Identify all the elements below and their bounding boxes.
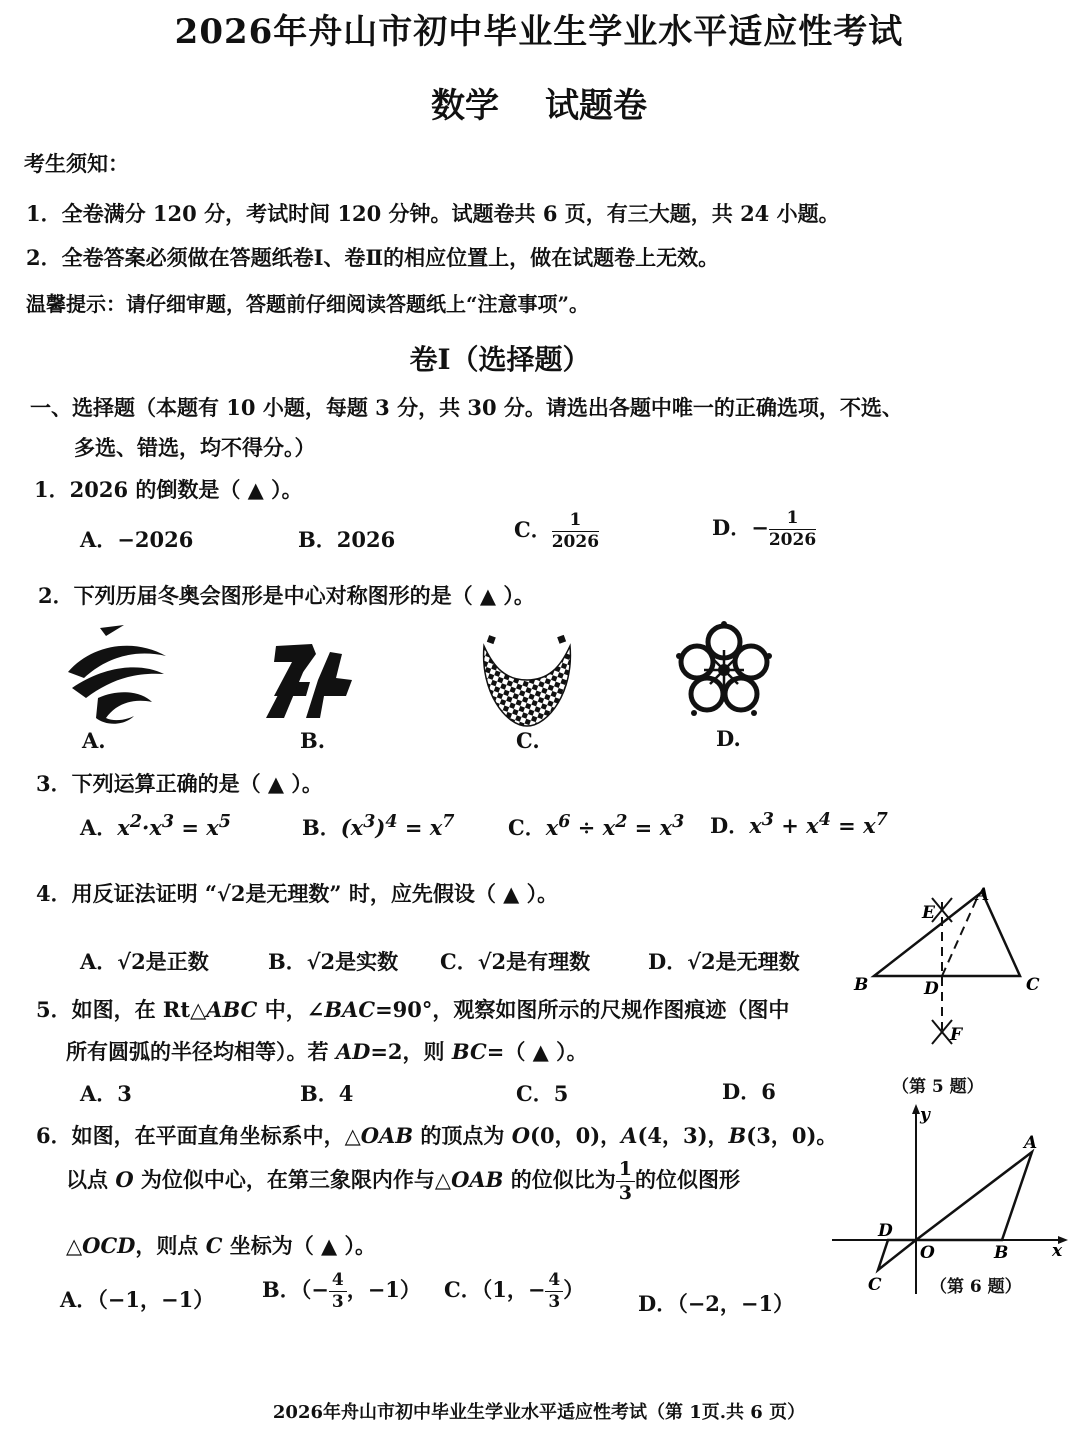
q4-option-a [80,946,209,976]
emblem-b-image [262,640,358,722]
q3-option-d [710,810,888,840]
q6-label-b: B [994,1243,1009,1263]
q6-label-o: O [920,1243,935,1263]
q6-b-label: B．（− [262,1277,329,1302]
q4-a-text: 是正数 [145,949,209,974]
q6-ratio-den: 3 [618,1182,632,1204]
q4-d-sqrt: √2 [687,949,716,974]
q5-stem-mid: 中，∠ [257,997,325,1022]
q6-b: B [728,1123,747,1148]
q1-c-label: C． [514,517,552,542]
q5-figure [846,878,1046,1058]
q6-c-num: 4 [545,1272,563,1292]
q4-b-sqrt: √2 [306,949,336,974]
q6-ratio [616,1160,635,1203]
q6-ocd: OCD [82,1233,136,1258]
q6-line1-mid: 的顶点为 [413,1123,512,1148]
q6-label-c: C [868,1275,882,1295]
q4-d-label: D． [648,949,688,974]
q4-b-label: B． [268,949,307,974]
q3-option-b [302,812,454,842]
q3-b-expr: $(x^3)^4 = x^7$ [340,812,455,840]
q6-line3-post: 坐标为（ ▲ ）。 [222,1233,376,1258]
notice-tip: 温馨提示：请仔细审题，答题前仔细阅读答题纸上“注意事项”。 [26,292,590,316]
q6-triangle-oab [916,1152,1032,1240]
q6-option-a: A．（−1，−1） [60,1287,215,1312]
q5-stem-line-1 [36,994,789,1024]
q6-line3-mid: ，则点 [135,1233,206,1258]
q1-d-den: 2026 [768,530,817,550]
q1-d-sign: − [751,515,769,540]
emblem-d-image [674,620,774,720]
q3-a-label: A． [80,815,118,840]
q6-oab-2: OAB [451,1167,504,1192]
notice-item-1: 1．全卷满分 120 分，考试时间 120 分钟。试题卷共 6 页，有三大题，共 24 小题。 [26,201,840,226]
q2-option-c: C. [516,728,540,753]
q5-bc: BC [451,1039,487,1064]
q4-a-label: A． [80,949,118,974]
q5-ad: AD [335,1039,371,1064]
q6-line1-pre: 6．如图，在平面直角坐标系中，△ [36,1123,361,1148]
subject: 数学 [431,86,499,126]
q6-caption: （第 6 题） [930,1277,1022,1297]
q4-stem-pre: 4．用反证法证明 “ [36,881,218,906]
q1-c-num: 1 [552,512,599,532]
q3-d-label: D． [710,813,750,838]
q6-line2-mid: 为位似中心，在第三象限内作与△ [133,1167,452,1192]
q5-option-a: A．3 [80,1081,132,1106]
q5-caption: （第 5 题） [892,1077,984,1097]
q5-label-d: D [924,979,939,999]
q1-option-d [712,510,816,549]
q3-stem: 3．下列运算正确的是（ ▲ ）。 [36,771,323,796]
q3-option-c [508,812,684,842]
emblem-c-image [478,632,576,728]
notice-heading: 考生须知： [24,151,129,176]
q6-b-num: 4 [329,1272,347,1292]
q6-line2-end: 的位似图形 [634,1167,740,1192]
q1-c-den: 2026 [551,532,600,552]
q5-stem-line-2 [66,1036,588,1066]
q6-c: C [205,1233,223,1258]
q5-line2-post: =（ ▲ ）。 [486,1039,588,1064]
q4-c-text: 是有理数 [506,949,591,974]
section-title: 卷Ⅰ（选择题） [409,343,591,376]
q1-option-c [514,512,599,551]
q5-abc: ABC [206,997,258,1022]
q6-oab: OAB [360,1123,414,1148]
page-footer: 2026年舟山市初中毕业生学业水平适应性考试（第 1页.共 6 页） [272,1402,806,1423]
q6-y-arrow [912,1104,920,1114]
q6-b-coord: (3，0)。 [746,1123,838,1148]
q6-c-label: C．（1，− [444,1277,546,1302]
q6-label-a: A [1024,1133,1038,1153]
q3-c-label: C． [508,815,546,840]
q3-option-a [80,812,231,842]
q6-option-c [444,1272,584,1311]
q6-a: A [621,1123,638,1148]
section-intro-1: 一、选择题（本题有 10 小题，每题 3 分，共 30 分。请选出各题中唯一的正确选项，不选、 [30,395,903,420]
q6-a-coord: (4，3)， [637,1123,729,1148]
q1-c-fraction [552,512,599,551]
exam-title: 2026年舟山市初中毕业生学业水平适应性考试 [174,12,904,52]
q6-label-x: x [1052,1241,1063,1261]
q6-line3-pre: △ [66,1233,83,1258]
q5-label-c: C [1026,975,1040,995]
q6-option-d: D．（−2，−1） [638,1291,795,1316]
q6-b-den: 3 [331,1292,344,1312]
q6-b-fraction [329,1272,347,1311]
q6-o: O [511,1123,531,1148]
q4-option-d [648,946,800,976]
q5-label-b: B [854,975,869,995]
q2-stem: 2．下列历届冬奥会图形是中心对称图形的是（ ▲ ）。 [38,583,535,608]
q6-label-d: D [878,1221,893,1241]
q4-stem-post: 是无理数” 时，应先假设（ ▲ ）。 [245,881,559,906]
q6-ratio-num: 1 [616,1160,635,1182]
q5-stem-pre: 5．如图，在 Rt△ [36,997,207,1022]
q5-bac: BAC [324,997,376,1022]
q6-o-2: O [115,1167,134,1192]
emblem-a-image [62,622,172,726]
q5-stem-mid2: =90°，观察如图所示的尺规作图痕迹（图中 [375,997,790,1022]
q5-line2-mid: =2，则 [370,1039,452,1064]
q3-c-expr: $x^6 \div x^2 = x^3$ [545,812,685,840]
q6-figure [828,1104,1074,1300]
q6-c-tail: ） [563,1277,585,1302]
q4-c-label: C． [440,949,478,974]
q6-b-tail: ，−1） [346,1277,421,1302]
q5-label-f: F [950,1025,963,1045]
q5-option-c: C．5 [516,1081,569,1106]
q4-b-text: 是实数 [335,949,399,974]
q6-triangle-ocd [878,1240,916,1270]
q4-sqrt2: √2 [217,881,246,906]
q6-stem-line-2 [66,1160,740,1203]
q5-option-d: D．6 [722,1079,776,1104]
q3-a-expr: $x^2\cdot x^3 = x^5$ [117,812,231,840]
q6-stem-line-1 [36,1120,837,1150]
q1-d-fraction [769,510,816,549]
q4-c-sqrt: √2 [477,949,507,974]
notice-item-2: 2．全卷答案必须做在答题纸卷Ⅰ、卷Ⅱ的相应位置上，做在试题卷上无效。 [26,245,720,270]
q1-option-b: B．2026 [298,527,396,552]
q6-option-b [262,1272,421,1311]
q2-option-b: B. [300,728,326,753]
q1-option-a: A．−2026 [80,527,194,552]
q6-line2-post: 的位似比为 [503,1167,616,1192]
q5-option-b: B．4 [300,1081,354,1106]
q3-b-label: B． [302,815,341,840]
q2-option-d: D. [716,726,741,751]
q4-stem [36,878,558,908]
q4-option-c [440,946,590,976]
q4-d-text: 是无理数 [715,949,800,974]
q1-d-label: D． [712,515,752,540]
q2-option-a: A. [82,728,106,753]
q6-label-y: y [920,1105,930,1125]
q6-c-fraction [545,1272,563,1311]
q6-line2-pre: 以点 [66,1167,116,1192]
paper-title [0,78,1078,127]
q4-option-b [268,946,398,976]
q6-o-coord: (0，0)， [530,1123,622,1148]
q5-label-e: E [922,903,935,923]
q5-label-a: A [976,885,990,905]
q1-d-num: 1 [769,510,816,530]
q6-stem-line-3 [66,1230,376,1260]
q5-line2-pre: 所有圆弧的半径均相等）。若 [66,1039,336,1064]
section-intro-2: 多选、错选，均不得分。） [74,435,316,460]
q3-d-expr: $x^3 + x^4 = x^7$ [749,810,888,838]
q1-stem: 1．2026 的倒数是（ ▲ ）。 [34,477,303,502]
q4-a-sqrt: √2 [117,949,146,974]
q6-c-den: 3 [548,1292,561,1312]
paper-name: 试题卷 [545,86,647,126]
